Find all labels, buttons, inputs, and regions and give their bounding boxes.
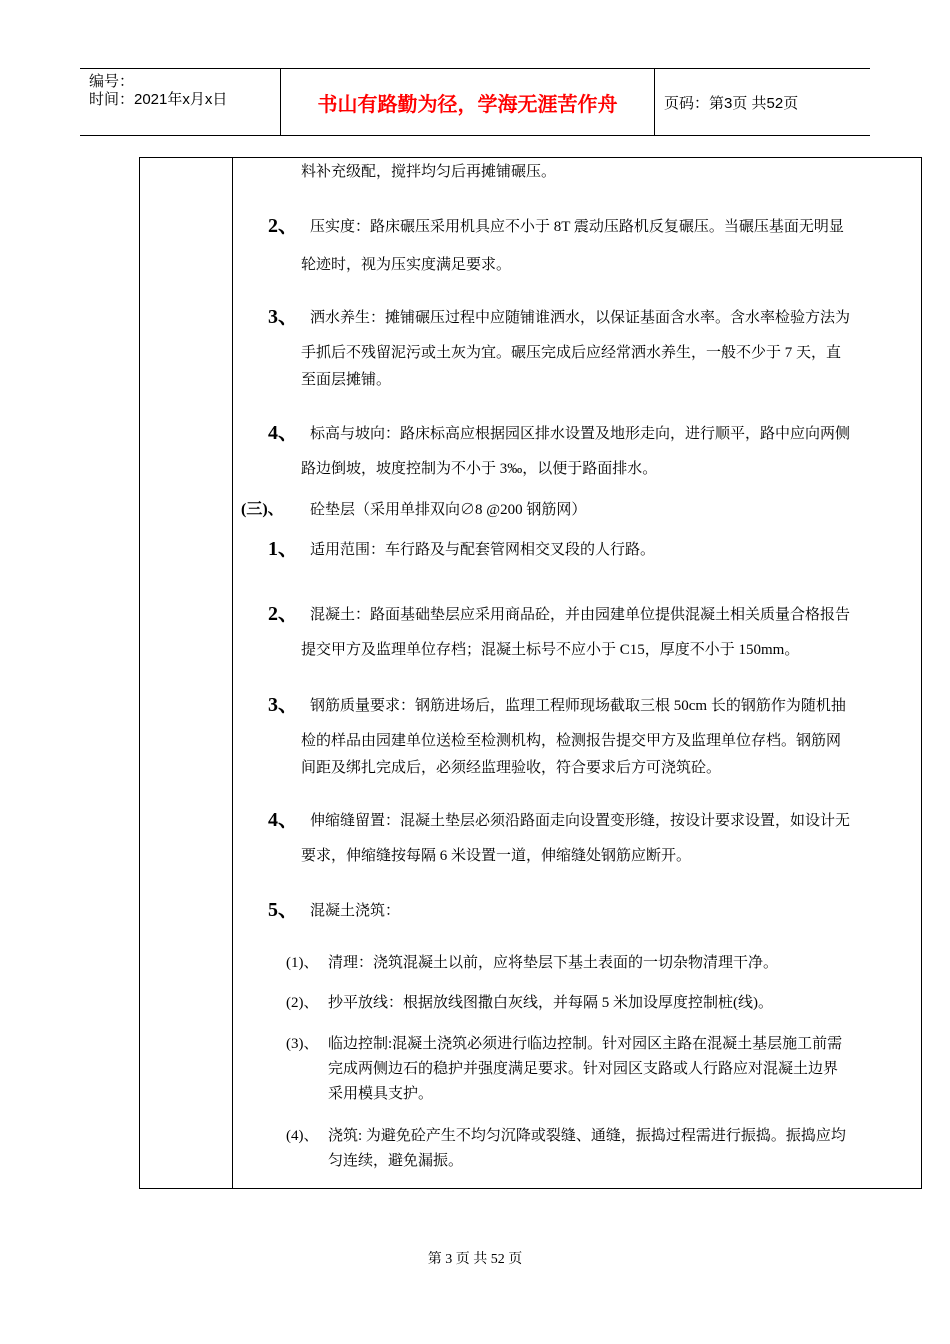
- body-line: 间距及绑扎完成后，必须经监理验收，符合要求后方可浇筑砼。: [301, 760, 722, 776]
- body-line: 抄平放线：根据放线图撒白灰线，并每隔 5 米加设厚度控制桩(线)。: [328, 995, 773, 1011]
- header-page-info: 页码：第3页 共52页: [664, 95, 799, 112]
- header-meta: [80, 69, 281, 135]
- body-line: 浇筑: 为避免砼产生不均匀沉降或裂缝、通缝，振捣过程需进行振捣。振捣应均: [328, 1128, 846, 1144]
- sub-item-number: (3)、: [286, 1036, 319, 1052]
- header-motto: 书山有路勤为径，学海无涯苦作舟: [281, 69, 655, 135]
- doc-number-label: 编号：: [89, 73, 135, 90]
- body-line: 提交甲方及监理单位存档；混凝土标号不应小于 C15，厚度不小于 150mm。: [301, 642, 800, 658]
- body-line: 适用范围：车行路及与配套管网相交叉段的人行路。: [310, 542, 656, 558]
- sub-item-number: (2)、: [286, 995, 319, 1011]
- body-line: 手抓后不残留泥污或土灰为宜。碾压完成后应经常洒水养生，一般不少于 7 天，直: [301, 345, 842, 361]
- body-line: 混凝土：路面基础垫层应采用商品砼，并由园建单位提供混凝土相关质量合格报告: [310, 607, 851, 623]
- sub-item-number: (4)、: [286, 1128, 319, 1144]
- body-line: 洒水养生：摊铺碾压过程中应随铺谁洒水，以保证基面含水率。含水率检验方法为: [310, 310, 851, 326]
- item-number: 3、: [268, 694, 298, 716]
- body-line: 钢筋质量要求：钢筋进场后，监理工程师现场截取三根 50cm 长的钢筋作为随机抽: [310, 698, 846, 714]
- sub-item-number: (1)、: [286, 955, 319, 971]
- body-line: 路边倒坡，坡度控制为不小于 3‰，以便于路面排水。: [301, 461, 658, 477]
- body-line: 料补充级配，搅拌均匀后再摊铺碾压。: [301, 164, 557, 180]
- item-number: 5、: [268, 899, 298, 921]
- body-line: 清理：浇筑混凝土以前，应将垫层下基土表面的一切杂物清理干净。: [328, 955, 779, 971]
- body-line: 轮迹时，视为压实度满足要求。: [301, 257, 512, 273]
- body-line: 伸缩缝留置：混凝土垫层必须沿路面走向设置变形缝，按设计要求设置，如设计无: [310, 813, 851, 829]
- item-number: 3、: [268, 306, 298, 328]
- body-line: 至面层摊铺。: [301, 372, 392, 388]
- body-line: 匀连续，避免漏振。: [328, 1153, 464, 1169]
- body-line: 压实度：路床碾压采用机具应不小于 8T 震动压路机反复碾压。当碾压基面无明显: [310, 219, 844, 235]
- page-header: [80, 68, 870, 136]
- body-line: 临边控制:混凝土浇筑必须进行临边控制。针对园区主路在混凝土基层施工前需: [328, 1036, 843, 1052]
- section-title: 砼垫层（采用单排双向∅8 @200 钢筋网）: [310, 502, 587, 518]
- item-number: 2、: [268, 603, 298, 625]
- doc-date: 时间：2021年x月x日: [89, 91, 228, 108]
- item-number: 4、: [268, 422, 298, 444]
- item-number: 1、: [268, 538, 298, 560]
- table-divider: [232, 158, 233, 1188]
- body-line: 检的样品由园建单位送检至检测机构，检测报告提交甲方及监理单位存档。钢筋网: [301, 733, 842, 749]
- body-line: 完成两侧边石的稳护并强度满足要求。针对园区支路或人行路应对混凝土边界: [328, 1061, 839, 1077]
- item-number: 4、: [268, 809, 298, 831]
- body-line: 采用模具支护。: [328, 1086, 434, 1102]
- page-footer: 第 3 页 共 52 页: [427, 1252, 523, 1267]
- section-number: (三)、: [241, 501, 284, 518]
- body-line: 混凝土浇筑：: [310, 903, 401, 919]
- body-line: 要求，伸缩缝按每隔 6 米设置一道，伸缩缝处钢筋应断开。: [301, 848, 692, 864]
- body-line: 标高与坡向：路床标高应根据园区排水设置及地形走向，进行顺平，路中应向两侧: [310, 426, 851, 442]
- item-number: 2、: [268, 215, 298, 237]
